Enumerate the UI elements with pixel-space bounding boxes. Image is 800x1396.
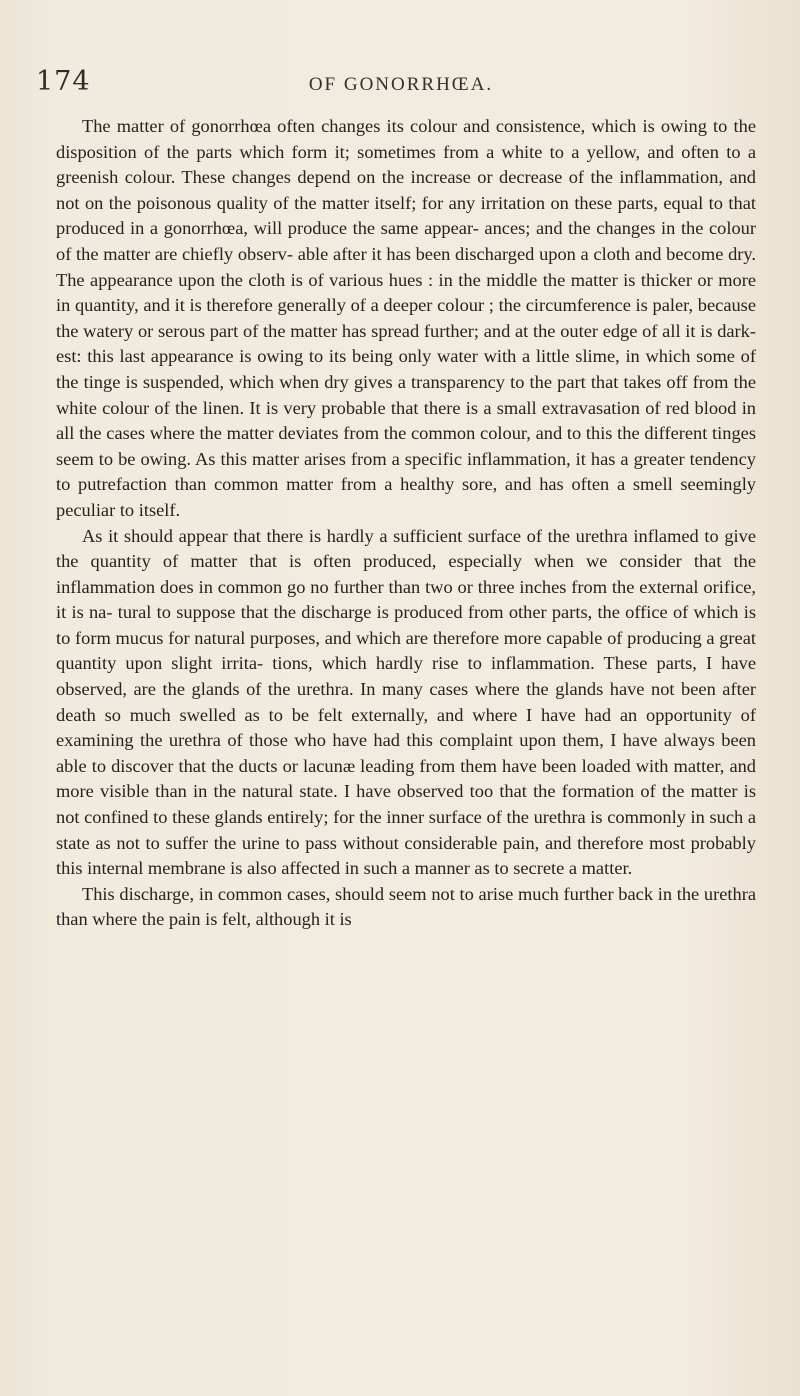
body-text xyxy=(56,114,756,933)
paragraph: As it should appear that there is hardly a sufficient surface of the urethra inflamed to give the quantity of matter that is often produced, especially when we consider that the inflammation does in common go no further than two or three inches from the external orifice, it is na- tural to suppose that the discharge is produced from other parts, the office of which is to form mucus for natural purposes, and which are therefore more capable of producing a great quantity upon slight irrita- tions, which hardly rise to inflammation. These parts, I have observed, are the glands of the urethra. In many cases where the glands have not been after death so much swelled as to be felt externally, and where I have had an opportunity of examining the urethra of those who have had this complaint upon them, I have always been able to discover that the ducts or lacunæ leading from them have been loaded with matter, and more visible than in the natural state. I have observed too that the formation of the matter is not confined to these glands entirely; for the inner surface of the urethra is commonly in such a state as not to suffer the urine to pass without considerable pain, and therefore most probably this internal membrane is also affected in such a manner as to secrete a matter. xyxy=(56,525,756,879)
paragraph: The matter of gonorrhœa often changes its colour and consistence, which is owing to the disposition of the parts which form it; sometimes from a white to a yellow, and often to a greenish colour. These changes depend on the increase or decrease of the inflammation, and not on the poisonous quality of the matter itself; for any irritation on these parts, equal to that produced in a gonorrhœa, will produce the same appear- ances; and the changes in the colour of the matter are chiefly observ- able after it has been discharged upon a cloth and become dry. The appearance upon the cloth is of various hues : in the middle the matter is thicker or more in quantity, and it is therefore generally of a deeper colour ; the circumference is paler, because the watery or serous part of the matter has spread further; and at the outer edge of all it is dark- est: this last appearance is owing to its being only water with a little slime, in which some of the tinge is suspended, which when dry gives a transparency to the part that takes off from the white colour of the linen. It is very probable that there is a small extravasation of red blood in all the cases where the matter deviates from the common colour, and to this the different tinges seem to be owing. As this matter arises from a specific inflammation, it has a greater tendency to putrefaction than common matter from a healthy sore, and has often a smell seemingly peculiar to itself. xyxy=(56,116,756,520)
page-header xyxy=(36,66,766,106)
page-number: 174 xyxy=(36,66,91,97)
running-head: OF GONORRHŒA. xyxy=(308,74,494,95)
paragraph: This discharge, in common cases, should seem not to arise much further back in the urethra than where the pain is felt, although it is xyxy=(56,883,756,930)
